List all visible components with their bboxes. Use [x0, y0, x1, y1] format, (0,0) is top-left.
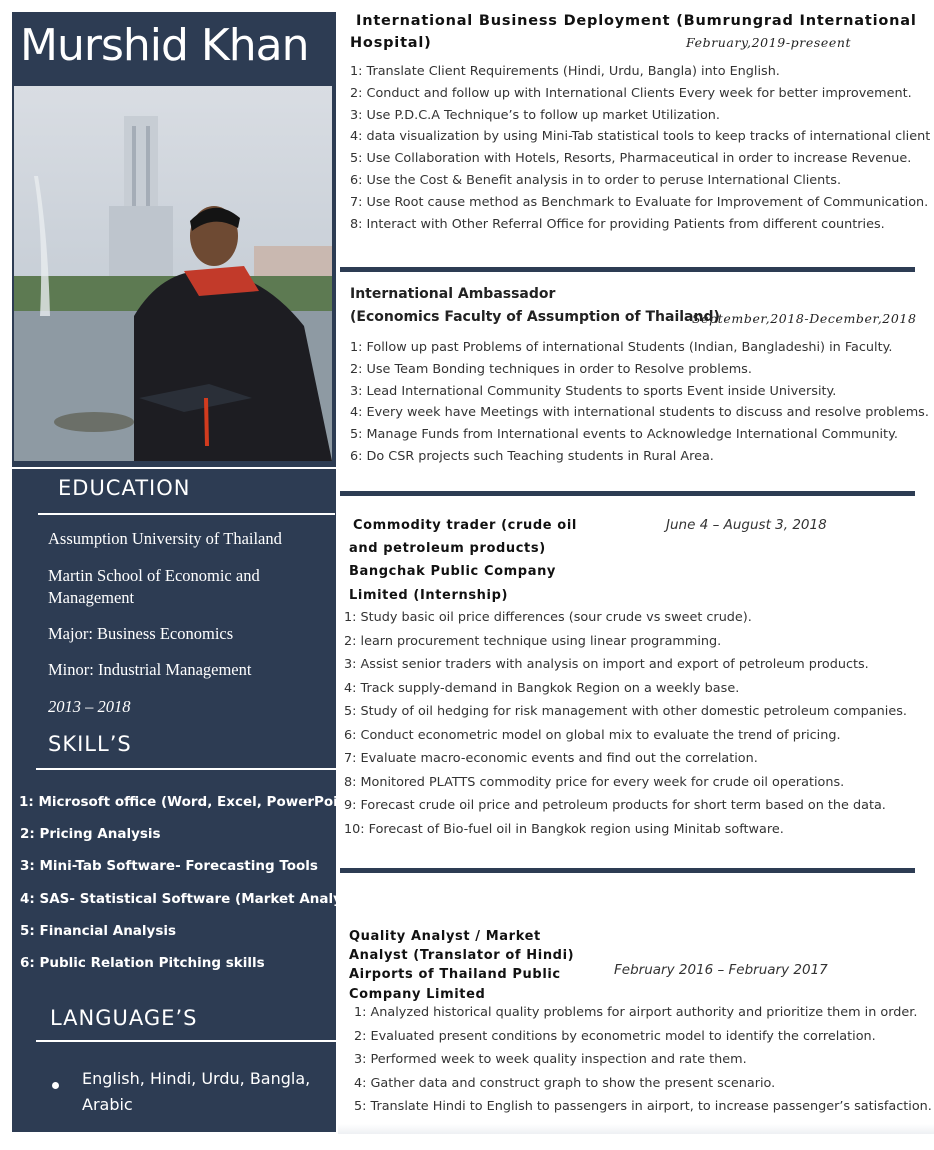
skills-rule	[36, 768, 336, 770]
list-item: 4: Gather data and construct graph to show the present scenario.	[354, 1075, 776, 1091]
job-company: Airports of Thailand Public	[349, 967, 561, 982]
sidebar	[12, 12, 369, 1132]
list-item: 5: Manage Funds from International events to Acknowledge International Community.	[350, 427, 898, 443]
section-divider	[340, 267, 915, 272]
list-item: 2: learn procurement technique using linear programming.	[344, 633, 722, 649]
job-duties	[350, 340, 929, 471]
list-item: 1: Follow up past Problems of international Students (Indian, Bangladeshi) in Faculty.	[350, 340, 893, 355]
section-divider	[340, 868, 915, 873]
list-item: 8: Interact with Other Referral Office for providing Patients from different countries.	[350, 216, 885, 232]
list-item: 5: Use Collaboration with Hotels, Resorts, Pharmaceutical in order to increase Revenue.	[350, 151, 912, 167]
section-divider	[340, 491, 915, 496]
profile-photo	[14, 86, 332, 461]
list-item: 4: Every week have Meetings with international students to discuss and resolve problems.	[350, 405, 929, 421]
list-item: 1: Study basic oil price differences (sour crude vs sweet crude).	[344, 610, 752, 625]
job-title: International Business Deployment (Bumrungrad International	[356, 13, 917, 29]
education-minor: Minor: Industrial Management	[48, 660, 252, 679]
job-title: Quality Analyst / Market	[349, 929, 541, 944]
job-date: September,2018-December,2018	[692, 311, 917, 326]
candidate-name: Murshid Khan	[20, 20, 309, 71]
job-title-cont: and petroleum products)	[349, 541, 546, 556]
list-item: 7: Evaluate macro-economic events and find out the correlation.	[344, 751, 758, 766]
list-item: 4: data visualization by using Mini-Tab statistical tools to keep tracks of international client	[350, 129, 931, 145]
list-item: 7: Use Root cause method as Benchmark to Evaluate for Improvement of Communication.	[350, 194, 929, 210]
list-item: 2: Use Team Bonding techniques in order to Resolve problems.	[350, 361, 752, 377]
graduation-photo-illustration	[14, 86, 332, 461]
list-item: 6: Conduct econometric model on global mix to evaluate the trend of pricing.	[344, 727, 841, 743]
skills-heading: SKILL’S	[48, 732, 132, 756]
list-item: 2: Conduct and follow up with International Clients Every week for better improvement.	[350, 85, 912, 101]
job-date: June 4 – August 3, 2018	[666, 517, 827, 533]
job-title-cont: Analyst (Translator of Hindi)	[349, 948, 575, 963]
list-item: 8: Monitored PLATTS commodity price for every week for crude oil operations.	[344, 774, 845, 790]
list-item: 3: Assist senior traders with analysis on import and export of petroleum products.	[344, 657, 869, 672]
skill-item: 5: Financial Analysis	[20, 923, 177, 939]
languages-rule	[36, 1040, 336, 1042]
job-company: Bangchak Public Company	[349, 564, 557, 579]
skill-item: 4: SAS- Statistical Software (Market Analysis)	[20, 891, 369, 907]
languages-heading: LANGUAGE’S	[50, 1006, 198, 1030]
job-title: Commodity trader (crude oil	[353, 518, 577, 533]
job-title-cont: Hospital)	[350, 35, 432, 51]
job-duties	[344, 610, 907, 845]
list-item: 5: Translate Hindi to English to passengers in airport, to increase passenger’s satisfaction.	[354, 1099, 932, 1114]
list-item: 3: Lead International Community Students to sports Event inside University.	[350, 383, 837, 399]
skill-item: 2: Pricing Analysis	[20, 826, 161, 842]
languages-list: English, Hindi, Urdu, Bangla, Arabic	[82, 1069, 311, 1114]
list-item: 3: Performed week to week quality inspection and rate them.	[354, 1052, 747, 1067]
skill-item: 3: Mini-Tab Software- Forecasting Tools	[20, 858, 318, 874]
sidebar-divider	[12, 467, 336, 469]
skill-item: 1: Microsoft office (Word, Excel, PowerPoint)	[19, 794, 361, 810]
job-company-cont: Limited (Internship)	[349, 588, 509, 603]
job-title-cont: (Economics Faculty of Assumption of Thailand)	[350, 309, 720, 325]
job-company-cont: Company Limited	[349, 987, 486, 1002]
education-major: Major: Business Economics	[48, 624, 234, 643]
bullet-icon	[52, 1082, 59, 1089]
list-item: 6: Use the Cost & Benefit analysis in to order to peruse International Clients.	[350, 172, 842, 188]
education-university: Assumption University of Thailand	[48, 529, 282, 548]
education-rule	[38, 513, 335, 515]
experience-column	[338, 0, 934, 1150]
list-item: 10: Forecast of Bio-fuel oil in Bangkok region using Minitab software.	[344, 821, 784, 837]
page-edge	[338, 1124, 934, 1134]
list-item: 2: Evaluated present conditions by econometric model to identify the correlation.	[354, 1028, 876, 1044]
list-item: 5: Study of oil hedging for risk management with other domestic petroleum companies.	[344, 704, 907, 719]
skill-item: 6: Public Relation Pitching skills	[20, 955, 265, 971]
job-date: February 2016 – February 2017	[614, 962, 828, 978]
list-item: 6: Do CSR projects such Teaching students in Rural Area.	[350, 448, 714, 464]
education-school: Martin School of Economic and Management	[48, 566, 260, 607]
list-item: 1: Translate Client Requirements (Hindi, Urdu, Bangla) into English.	[350, 64, 780, 79]
job-duties	[350, 64, 930, 238]
list-item: 4: Track supply-demand in Bangkok Region on a weekly base.	[344, 680, 740, 696]
education-years: 2013 – 2018	[48, 697, 131, 716]
education-heading: EDUCATION	[58, 476, 191, 500]
job-duties	[354, 1005, 932, 1123]
job-date: February,2019-preseent	[686, 35, 852, 50]
job-title: International Ambassador	[350, 286, 556, 302]
list-item: 9: Forecast crude oil price and petroleum products for short term based on the data.	[344, 798, 886, 813]
list-item: 1: Analyzed historical quality problems for airport authority and prioritize them in order.	[354, 1005, 918, 1020]
list-item: 3: Use P.D.C.A Technique’s to follow up market Utilization.	[350, 107, 720, 123]
